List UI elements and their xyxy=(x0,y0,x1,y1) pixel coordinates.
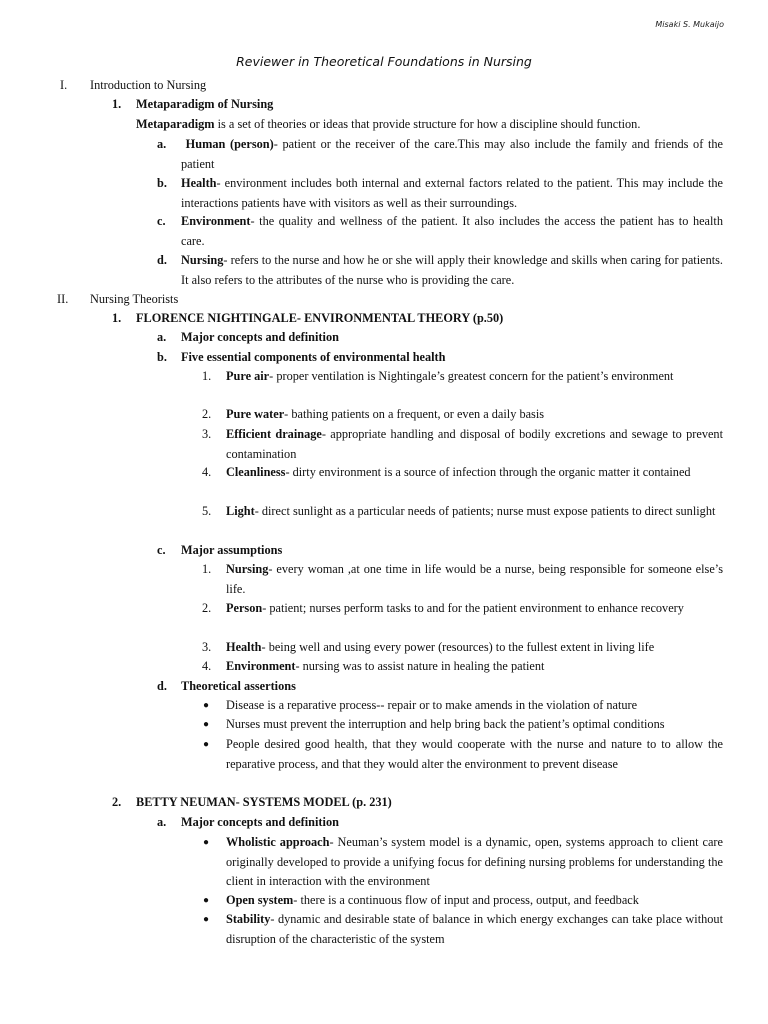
item-letter: a. xyxy=(157,815,167,829)
list-item-term: Light xyxy=(226,504,255,518)
item-number: 1. xyxy=(202,562,212,576)
list-item-text: - Neuman’s system model is a dynamic, open, systems approach to client care originally developed to provide a unifying focus for defining nursing problems for understanding the client in interaction with the environment xyxy=(226,835,723,888)
list-item: People desired good health, that they would cooperate with the nurse and nature to to allow the reparative process, and that they would alter the environment to prevent disease xyxy=(226,737,723,771)
list-item-term: Stability xyxy=(226,912,271,926)
list-item-term: Open system xyxy=(226,893,294,907)
definition-term: Metaparadigm xyxy=(136,117,215,131)
item-number: 3. xyxy=(202,640,212,654)
list-item-term: Nursing xyxy=(226,562,269,576)
list-item xyxy=(226,560,723,599)
list-item-term: Environment xyxy=(226,659,296,673)
list-item-term: Cleanliness xyxy=(226,465,286,479)
list-item xyxy=(226,599,723,619)
section-title: Nursing Theorists xyxy=(90,292,179,306)
list-item xyxy=(226,910,723,949)
section-title: Introduction to Nursing xyxy=(90,78,207,92)
subheading: Theoretical assertions xyxy=(181,679,296,693)
item-number: 2. xyxy=(112,795,122,809)
item-letter: a. xyxy=(157,330,167,344)
item-title: Metaparadigm of Nursing xyxy=(136,97,274,111)
list-item-text: - patient or the receiver of the care.This may also include the family and friends of the patient xyxy=(181,137,723,171)
item-number: 4. xyxy=(202,465,212,479)
list-item xyxy=(226,657,723,677)
item-number: 4. xyxy=(202,659,212,673)
list-item xyxy=(181,135,723,174)
bullet-icon: ● xyxy=(203,914,210,925)
list-item-text: - proper ventilation is Nightingale’s greatest concern for the patient’s environment xyxy=(269,369,674,383)
subheading: Major concepts and definition xyxy=(181,815,339,829)
bullet-icon: ● xyxy=(203,837,210,848)
list-item xyxy=(181,251,723,290)
list-item xyxy=(226,891,723,911)
subheading: Five essential components of environmental health xyxy=(181,350,446,364)
item-number: 5. xyxy=(202,504,212,518)
subheading: Major assumptions xyxy=(181,543,283,557)
item-letter: b. xyxy=(157,350,167,364)
definition xyxy=(136,115,640,135)
item-number: 1. xyxy=(112,311,122,325)
list-item-term: Health xyxy=(226,640,262,654)
subheading: Major concepts and definition xyxy=(181,330,339,344)
list-item xyxy=(226,463,723,483)
list-item xyxy=(181,174,723,213)
item-number: 1. xyxy=(202,369,212,383)
list-item-term: Efficient drainage xyxy=(226,427,322,441)
list-item-text: - direct sunlight as a particular needs of patients; nurse must expose patients to direct sunlight xyxy=(254,504,716,518)
list-item-text: - the quality and wellness of the patient. It also includes the access the patient has to health care. xyxy=(181,214,723,248)
item-letter: d. xyxy=(157,253,167,267)
list-item-term: Pure air xyxy=(226,369,270,383)
item-letter: b. xyxy=(157,176,167,190)
list-item-text: - refers to the nurse and how he or she will apply their knowledge and skills when caring for patients. It also refers to the attributes of the nurse who is providing the care. xyxy=(181,253,723,287)
list-item-text: - patient; nurses perform tasks to and for the patient environment to enhance recovery xyxy=(262,601,684,615)
list-item-text: - bathing patients on a frequent, or even a daily basis xyxy=(284,407,545,421)
list-item-term: Nursing xyxy=(181,253,224,267)
bullet-icon: ● xyxy=(203,719,210,730)
list-item-text: - dirty environment is a source of infection through the organic matter it contained xyxy=(285,465,691,479)
item-number: 3. xyxy=(202,427,212,441)
list-item xyxy=(226,425,723,464)
list-item-text: - nursing was to assist nature in healing the patient xyxy=(295,659,545,673)
list-item-term: Pure water xyxy=(226,407,285,421)
list-item: Disease is a reparative process-- repair or to make amends in the violation of nature xyxy=(226,698,638,712)
list-item xyxy=(226,638,723,658)
item-letter: c. xyxy=(157,543,166,557)
item-number: 1. xyxy=(112,97,122,111)
list-item-text: - appropriate handling and disposal of bodily excretions and sewage to prevent contamination xyxy=(226,427,723,461)
item-number: 2. xyxy=(202,407,212,421)
bullet-icon: ● xyxy=(203,739,210,750)
list-item-text: - environment includes both internal and external factors related to the patient. This may include the interactions patients have with visitors as well as their surroundings. xyxy=(181,176,723,210)
bullet-icon: ● xyxy=(203,895,210,906)
theorist-title: BETTY NEUMAN- SYSTEMS MODEL (p. 231) xyxy=(136,795,392,809)
list-item-text: - every woman ,at one time in life would be a nurse, being responsible for someone else’s life. xyxy=(226,562,723,596)
list-item xyxy=(226,833,723,892)
list-item xyxy=(181,212,723,251)
list-item-term: Human (person) xyxy=(185,137,274,151)
definition-text: is a set of theories or ideas that provide structure for how a discipline should function. xyxy=(214,117,641,131)
list-item-text: - there is a continuous flow of input and process, output, and feedback xyxy=(293,893,639,907)
list-item-term: Person xyxy=(226,601,263,615)
item-letter: a. xyxy=(157,137,167,151)
item-letter: d. xyxy=(157,679,167,693)
list-item-term: Environment xyxy=(181,214,251,228)
author-name: Misaki S. Mukaijo xyxy=(655,20,724,29)
list-item xyxy=(226,405,723,425)
list-item-term: Wholistic approach xyxy=(226,835,330,849)
theorist-title: FLORENCE NIGHTINGALE- ENVIRONMENTAL THEORY (p.50) xyxy=(136,311,504,325)
bullet-icon: ● xyxy=(203,700,210,711)
item-number: 2. xyxy=(202,601,212,615)
section-numeral: I. xyxy=(60,78,68,92)
list-item xyxy=(226,502,723,522)
section-numeral: II. xyxy=(57,292,69,306)
list-item-text: - being well and using every power (resources) to the fullest extent in living life xyxy=(261,640,655,654)
list-item-term: Health xyxy=(181,176,217,190)
list-item: Nurses must prevent the interruption and help bring back the patient’s optimal conditions xyxy=(226,717,665,731)
document-title: Reviewer in Theoretical Foundations in Nursing xyxy=(236,54,532,69)
item-letter: c. xyxy=(157,214,166,228)
list-item-text: - dynamic and desirable state of balance in which energy exchanges can take place without disruption of the characteristic of the system xyxy=(226,912,723,946)
list-item xyxy=(226,367,723,387)
